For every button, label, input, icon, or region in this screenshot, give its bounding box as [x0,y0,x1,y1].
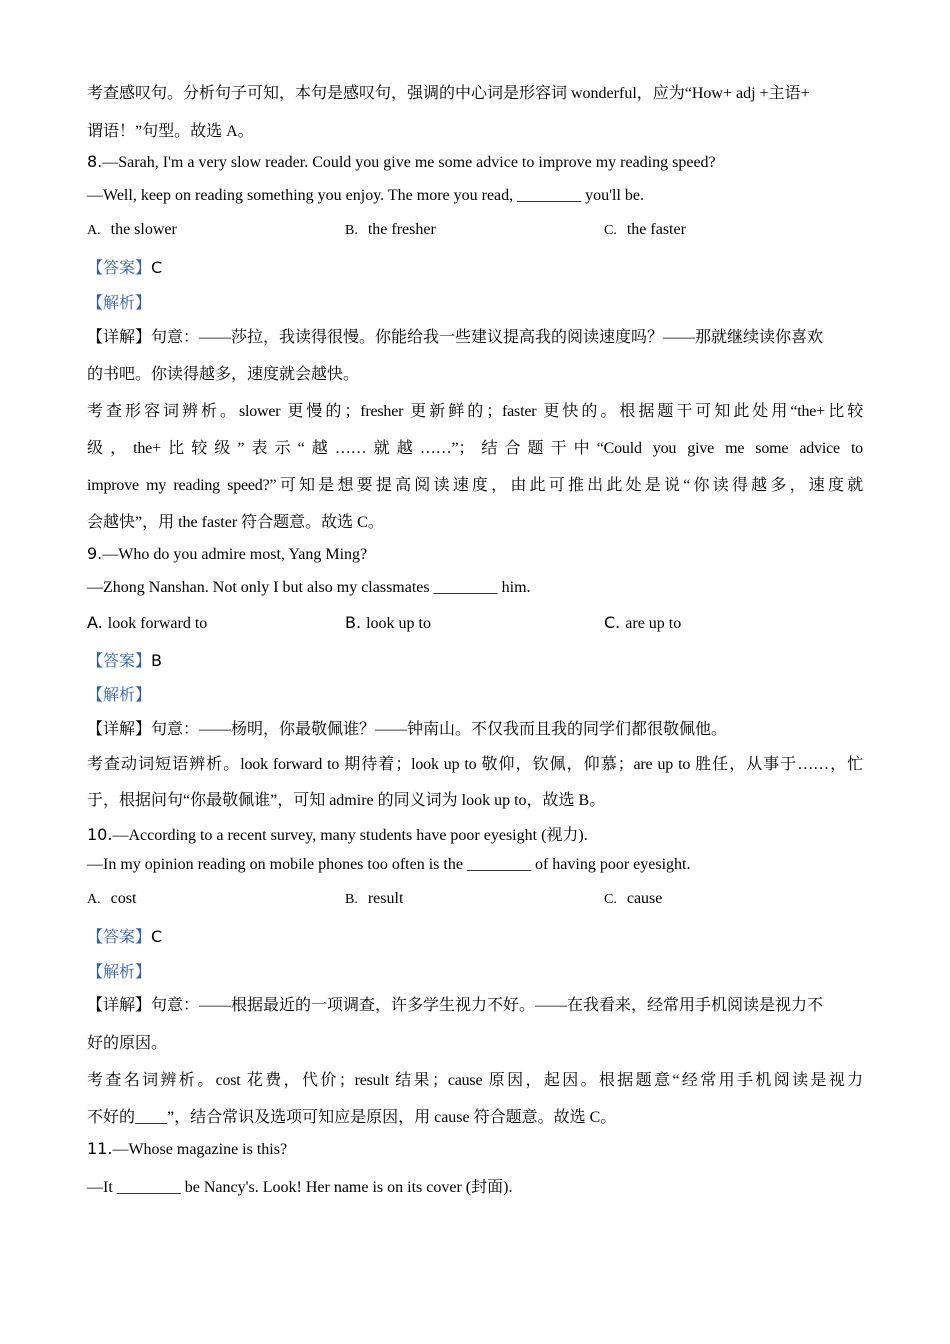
detail-line: 【详解】句意：——根据最近的一项调查，许多学生视力不好。——在我看来，经常用手机阅读是视力不 [87,997,824,1014]
option-a: A. cost [87,890,137,907]
explanation-line: 级，the+比较级”表示“越……就越……”；结合题干中“Could you give me some advice to [87,440,863,457]
answer-line [87,255,863,278]
question-number: 9. [87,544,103,563]
question-text: —According to a recent survey, many students have poor eyesight (视力). [112,827,588,844]
answer-line [87,648,863,671]
analysis-tag: 【解析】 [87,295,152,312]
explanation-line: 于，根据问句“你最敬佩谁”，可知 admire 的同义词为 look up to，故选 B。 [87,792,606,809]
question-11-reply: —It ________ be Nancy's. Look! Her name is on its cover (封面). [87,1179,513,1196]
question-text: —Who do you admire most, Yang Ming? [102,546,368,563]
option-b: B. the fresher [345,221,436,238]
question-number: 10. [87,825,113,844]
option-c: C. the faster [604,221,686,238]
question-9-stem [87,544,863,564]
answer-tag: 【答案】 [87,653,152,670]
explanation-line: 考查感叹句。分析句子可知，本句是感叹句，强调的中心词是形容词 wonderful，应为“How+ adj +主语+ [87,85,810,102]
question-text: —Whose magazine is this? [112,1141,288,1158]
question-8-reply: —Well, keep on reading something you enjoy. The more you read, ________ you'll be. [87,187,645,204]
question-10-reply: —In my opinion reading on mobile phones too often is the ________ of having poor eyesight. [87,856,691,873]
option-c: C. are up to [604,613,682,632]
option-c: C. cause [604,890,663,907]
option-b: B. look up to [345,613,431,632]
explanation-line: 考查形容词辨析。slower 更慢的；fresher 更新鲜的；faster 更快的。根据题干可知此处用“the+比较 [87,403,863,420]
answer-line [87,924,863,947]
detail-line: 【详解】句意：——杨明，你最敬佩谁？——钟南山。不仅我而且我的同学们都很敬佩他。 [87,721,728,738]
question-number: 8. [87,152,103,171]
detail-line: 【详解】句意：——莎拉，我读得很慢。你能给我一些建议提高我的阅读速度吗？——那就继续读你喜欢 [87,329,824,346]
option-b: B. result [345,890,404,907]
answer-tag: 【答案】 [87,260,152,277]
analysis-tag: 【解析】 [87,964,152,981]
detail-line: 好的原因。 [87,1035,168,1052]
answer-value: B [151,651,162,670]
answer-tag: 【答案】 [87,929,152,946]
explanation-line: 不好的____”，结合常识及选项可知应是原因，用 cause 符合题意。故选 C。 [87,1109,617,1126]
answer-value: C [151,927,163,946]
question-number: 11. [87,1139,113,1158]
explanation-line: 考查名词辨析。cost 花费，代价；result 结果；cause 原因，起因。根据题意“经常用手机阅读是视力 [87,1072,863,1089]
explanation-line: 谓语！”句型。故选 A。 [87,123,254,140]
answer-value: C [151,258,163,277]
question-10-stem [87,822,863,845]
explanation-line: 会越快”，用 the faster 符合题意。故选 C。 [87,514,384,531]
explanation-line: improve my reading speed?”可知是想要提高阅读速度，由此可推出此处是说“你读得越多，速度就 [87,477,863,494]
question-8-stem [87,152,863,172]
question-text: —Sarah, I'm a very slow reader. Could you give me some advice to improve my reading speed? [102,154,716,171]
question-9-reply: —Zhong Nanshan. Not only I but also my classmates ________ him. [87,579,531,596]
detail-line: 的书吧。你读得越多，速度就会越快。 [87,366,360,383]
option-a: A. look forward to [87,613,208,632]
analysis-tag: 【解析】 [87,687,152,704]
explanation-line: 考查动词短语辨析。look forward to 期待着；look up to 敬仰，钦佩，仰慕；are up to 胜任，从事于……，忙 [87,756,863,773]
option-a: A. the slower [87,221,177,238]
question-11-stem [87,1139,863,1159]
